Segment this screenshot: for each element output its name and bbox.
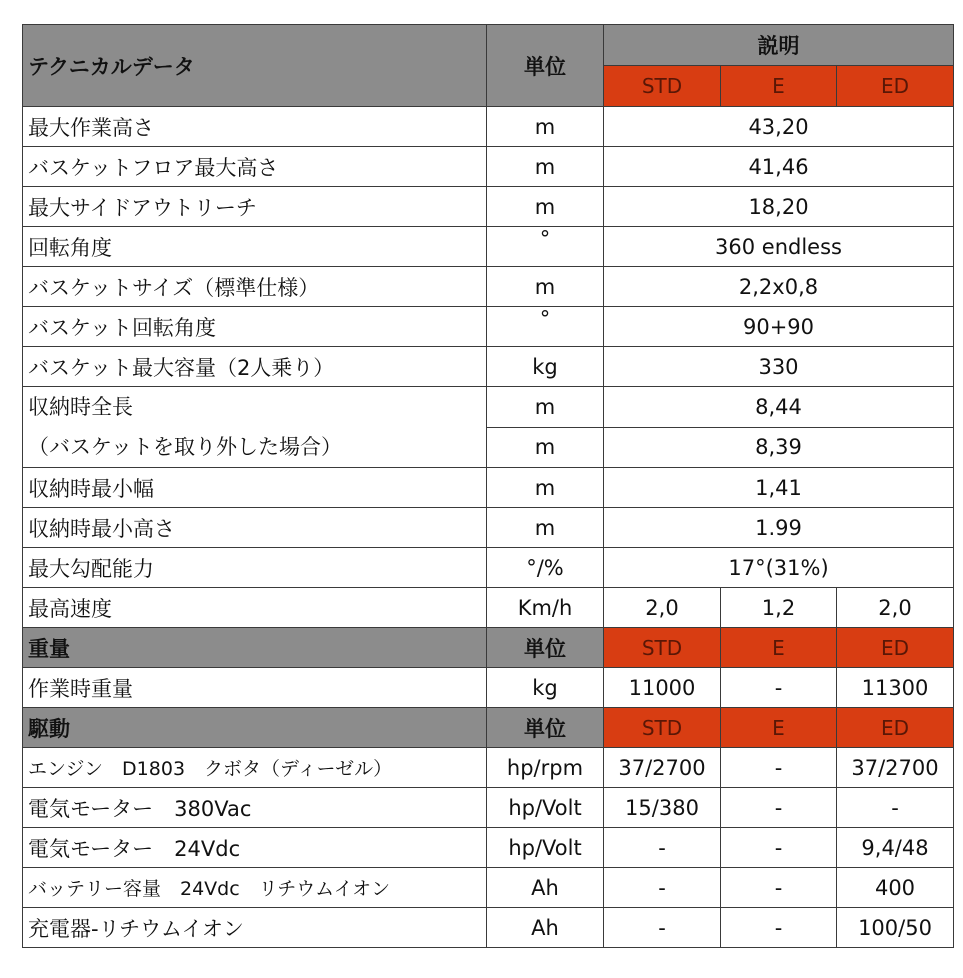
row-label: 最大作業高さ xyxy=(23,107,487,147)
table-title: テクニカルデータ xyxy=(23,25,487,107)
value-e: - xyxy=(721,868,837,908)
row-label: 最大サイドアウトリーチ xyxy=(23,187,487,227)
section-header-row xyxy=(23,708,954,748)
value-e: - xyxy=(721,788,837,828)
row-unit: °/% xyxy=(487,548,604,588)
value-std: 2,0 xyxy=(604,588,721,628)
value-ed: 2,0 xyxy=(837,588,954,628)
variant-e: E xyxy=(721,66,837,107)
variant-std: STD xyxy=(604,708,721,748)
table-row xyxy=(23,908,954,948)
row-value: 2,2x0,8 xyxy=(604,267,954,307)
row-label: エンジン D1803 クボタ（ディーゼル） xyxy=(23,748,487,788)
row-value: 17°(31%) xyxy=(604,548,954,588)
value-e: - xyxy=(721,908,837,948)
row-unit: m xyxy=(487,107,604,147)
row-value: 8,44 xyxy=(604,387,954,428)
stowed-length-label: 収納時全長 xyxy=(28,395,133,419)
value-ed: 11300 xyxy=(837,668,954,708)
stowed-length-note: （バスケットを取り外した場合） xyxy=(28,435,342,459)
description-header: 説明 xyxy=(604,25,954,66)
row-unit: kg xyxy=(487,668,604,708)
section-header-row xyxy=(23,628,954,668)
table-row xyxy=(23,107,954,147)
row-label: 収納時最小高さ xyxy=(23,508,487,548)
header-row xyxy=(23,25,954,66)
row-unit: ° xyxy=(487,307,604,347)
variant-std: STD xyxy=(604,628,721,668)
table-row xyxy=(23,588,954,628)
table-row xyxy=(23,468,954,508)
table-row xyxy=(23,387,954,428)
section-title-drive: 駆動 xyxy=(23,708,487,748)
row-label: 電気モーター 380Vac xyxy=(23,788,487,828)
table-row xyxy=(23,187,954,227)
table-row xyxy=(23,508,954,548)
variant-ed: ED xyxy=(837,708,954,748)
variant-std: STD xyxy=(604,66,721,107)
row-label: 収納時最小幅 xyxy=(23,468,487,508)
value-std: - xyxy=(604,908,721,948)
row-label: バスケット回転角度 xyxy=(23,307,487,347)
table-row xyxy=(23,828,954,868)
value-ed: 37/2700 xyxy=(837,748,954,788)
table-row xyxy=(23,347,954,387)
row-label: バスケット最大容量（2人乗り） xyxy=(23,347,487,387)
unit-header: 単位 xyxy=(487,25,604,107)
value-std: 15/380 xyxy=(604,788,721,828)
table-row xyxy=(23,307,954,347)
row-value: 1,41 xyxy=(604,468,954,508)
stowed-length-label-cell xyxy=(23,387,487,468)
value-ed: - xyxy=(837,788,954,828)
row-label: 最高速度 xyxy=(23,588,487,628)
table-row xyxy=(23,668,954,708)
row-value: 330 xyxy=(604,347,954,387)
row-unit: m xyxy=(487,427,604,468)
row-unit: Ah xyxy=(487,908,604,948)
table-row xyxy=(23,227,954,267)
value-ed: 9,4/48 xyxy=(837,828,954,868)
row-value: 90+90 xyxy=(604,307,954,347)
row-unit: hp/Volt xyxy=(487,788,604,828)
row-value: 43,20 xyxy=(604,107,954,147)
row-unit: m xyxy=(487,508,604,548)
value-ed: 100/50 xyxy=(837,908,954,948)
row-value: 1.99 xyxy=(604,508,954,548)
table-row xyxy=(23,548,954,588)
row-unit: m xyxy=(487,468,604,508)
variant-ed: ED xyxy=(837,628,954,668)
table-row xyxy=(23,748,954,788)
value-e: - xyxy=(721,748,837,788)
section-unit-header: 単位 xyxy=(487,708,604,748)
value-e: - xyxy=(721,828,837,868)
row-label: 最大勾配能力 xyxy=(23,548,487,588)
row-unit: m xyxy=(487,147,604,187)
row-unit: m xyxy=(487,387,604,428)
row-unit: Km/h xyxy=(487,588,604,628)
table-row xyxy=(23,788,954,828)
row-label: 電気モーター 24Vdc xyxy=(23,828,487,868)
row-unit: hp/rpm xyxy=(487,748,604,788)
row-label: 回転角度 xyxy=(23,227,487,267)
row-label: バッテリー容量 24Vdc リチウムイオン xyxy=(23,868,487,908)
section-unit-header: 単位 xyxy=(487,628,604,668)
row-unit: m xyxy=(487,267,604,307)
variant-e: E xyxy=(721,628,837,668)
row-value: 18,20 xyxy=(604,187,954,227)
row-unit: hp/Volt xyxy=(487,828,604,868)
row-label: 充電器-リチウムイオン xyxy=(23,908,487,948)
row-value: 41,46 xyxy=(604,147,954,187)
row-unit: ° xyxy=(487,227,604,267)
table-row xyxy=(23,267,954,307)
spec-table-body xyxy=(23,25,954,948)
row-unit: Ah xyxy=(487,868,604,908)
section-title-weight: 重量 xyxy=(23,628,487,668)
value-e: 1,2 xyxy=(721,588,837,628)
table-row xyxy=(23,868,954,908)
value-ed: 400 xyxy=(837,868,954,908)
variant-e: E xyxy=(721,708,837,748)
row-label: 作業時重量 xyxy=(23,668,487,708)
value-std: 37/2700 xyxy=(604,748,721,788)
value-std: - xyxy=(604,868,721,908)
value-e: - xyxy=(721,668,837,708)
row-value: 360 endless xyxy=(604,227,954,267)
value-std: 11000 xyxy=(604,668,721,708)
row-unit: m xyxy=(487,187,604,227)
spec-table xyxy=(22,24,954,948)
row-value: 8,39 xyxy=(604,427,954,468)
row-label: バスケットサイズ（標準仕様） xyxy=(23,267,487,307)
value-std: - xyxy=(604,828,721,868)
variant-ed: ED xyxy=(837,66,954,107)
row-unit: kg xyxy=(487,347,604,387)
table-row xyxy=(23,147,954,187)
row-label: バスケットフロア最大高さ xyxy=(23,147,487,187)
